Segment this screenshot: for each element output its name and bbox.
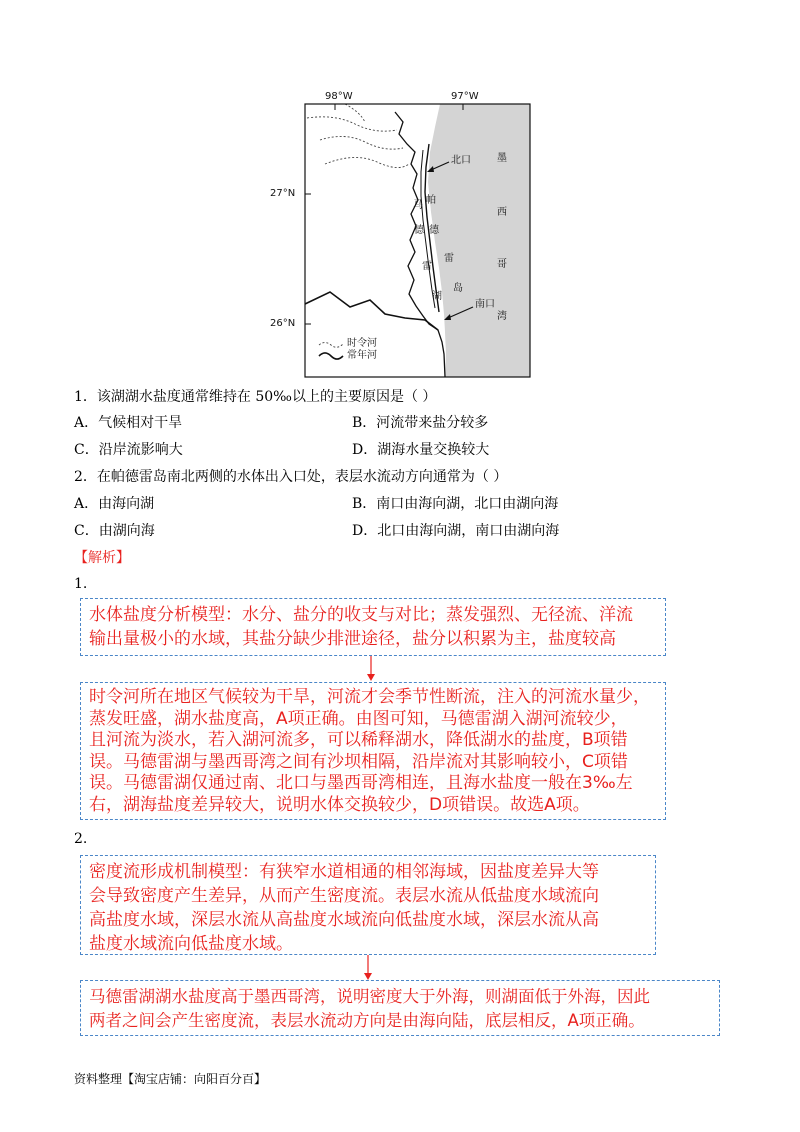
- q1-option-b: B．河流带来盐分较多: [352, 415, 489, 431]
- q1-option-d: D．湖海水量交换较大: [352, 442, 490, 458]
- legend-perennial-label: 常年河: [347, 350, 377, 361]
- seasonal-river: [320, 136, 403, 149]
- answer-line: 误。马德雷湖仅通过南、北口与墨西哥湾相连，且海水盐度一般在3‰左: [89, 773, 633, 793]
- section-2-arrow: [361, 955, 375, 981]
- section-1-answer-box: [80, 682, 666, 820]
- analysis-label: 【解析】: [74, 550, 130, 566]
- gulf-char-2: 西: [497, 207, 507, 218]
- q2-option-b: B．南口由海向湖，北口由湖向海: [352, 496, 559, 512]
- lake-char-1: 马: [413, 200, 423, 211]
- section-2-model-box: [80, 855, 656, 955]
- perennial-river: [305, 292, 438, 330]
- section-2-number: 2.: [74, 831, 88, 847]
- answer-line: 马德雷湖湖水盐度高于墨西哥湾，说明密度大于外海，则湖面低于外海，因此: [89, 987, 650, 1006]
- gulf-sea: [428, 104, 530, 377]
- model-line: 盐度水域流向低盐度水域。: [89, 934, 293, 954]
- lat-label-top: 27°N: [270, 188, 296, 199]
- seasonal-river: [345, 104, 365, 122]
- answer-line: 两者之间会产生密度流，表层水流动方向是由海向陆，底层相反，A项正确。: [89, 1011, 645, 1030]
- seasonal-river: [325, 157, 409, 167]
- section-1-model-box: [80, 598, 666, 656]
- q2-option-d: D．北口由海向湖，南口由湖向海: [352, 523, 560, 539]
- gulf-char-4: 湾: [497, 311, 507, 322]
- lake-char-2: 德: [414, 225, 424, 236]
- legend-seasonal-label: 时令河: [347, 338, 377, 349]
- question-2-stem: 2．在帕德雷岛南北两侧的水体出入口处，表层水流动方向通常为（ ）: [74, 469, 508, 485]
- gulf-char-1: 墨: [497, 153, 507, 164]
- section-1-arrow: [364, 656, 378, 682]
- lat-label-bottom: 26°N: [270, 318, 296, 329]
- q2-option-a: A．由海向湖: [74, 496, 155, 512]
- model-line: 水体盐度分析模型：水分、盐分的收支与对比；蒸发强烈、无径流、洋流: [89, 605, 633, 625]
- lon-label-left: 98°W: [325, 91, 353, 102]
- lon-label-right: 97°W: [451, 91, 479, 102]
- question-1-stem: 1．该湖湖水盐度通常维持在 50‰以上的主要原因是（ ）: [74, 389, 437, 405]
- lake-char-4: 湖: [432, 291, 442, 302]
- answer-line: 蒸发旺盛，湖水盐度高，A项正确。由图可知，马德雷湖入湖河流较少，: [89, 708, 628, 729]
- south-inlet-label: 南口: [475, 299, 495, 310]
- island-char-3: 雷: [444, 253, 454, 264]
- answer-line: 误。马德雷湖与墨西哥湾之间有沙坝相隔，沿岸流对其影响较小，C项错: [89, 751, 628, 772]
- q1-option-a: A．气候相对干旱: [74, 415, 183, 431]
- answer-line: 且河流为淡水，若入湖河流多，可以稀释湖水，降低湖水的盐度，B项错: [89, 730, 628, 750]
- model-line: 高盐度水域，深层水流从高盐度水域流向低盐度水域，深层水流从高: [89, 910, 599, 930]
- gulf-char-3: 哥: [497, 259, 507, 270]
- answer-line: 时令河所在地区气候较为干旱，河流才会季节性断流，注入的河流水量少，: [89, 687, 650, 707]
- section-1-number: 1.: [74, 576, 88, 592]
- footer-source: 资料整理【淘宝店铺：向阳百分百】: [74, 1072, 267, 1086]
- q2-option-c: C．由湖向海: [74, 523, 155, 539]
- model-line: 会导致密度产生差异，从而产生密度流。表层水流从低盐度水域流向: [89, 886, 599, 906]
- north-inlet-label: 北口: [451, 155, 471, 166]
- island-char-4: 岛: [453, 283, 463, 294]
- answer-line: 右，湖海盐度差异较大，说明水体交换较少，D项错误。故选A项。: [89, 794, 590, 815]
- section-2-answer-box: [80, 980, 720, 1036]
- island-char-2: 德: [429, 225, 439, 236]
- lake-char-3: 雷: [422, 261, 432, 272]
- gulf-map: [270, 91, 530, 377]
- q1-option-c: C．沿岸流影响大: [74, 442, 183, 458]
- seasonal-river: [307, 117, 397, 131]
- island-char-1: 帕: [426, 195, 436, 206]
- model-line: 密度流形成机制模型：有狭窄水道相通的相邻海域，因盐度差异大等: [89, 862, 599, 882]
- model-line: 输出量极小的水域，其盐分缺少排泄途径，盐分以积累为主，盐度较高: [89, 629, 616, 649]
